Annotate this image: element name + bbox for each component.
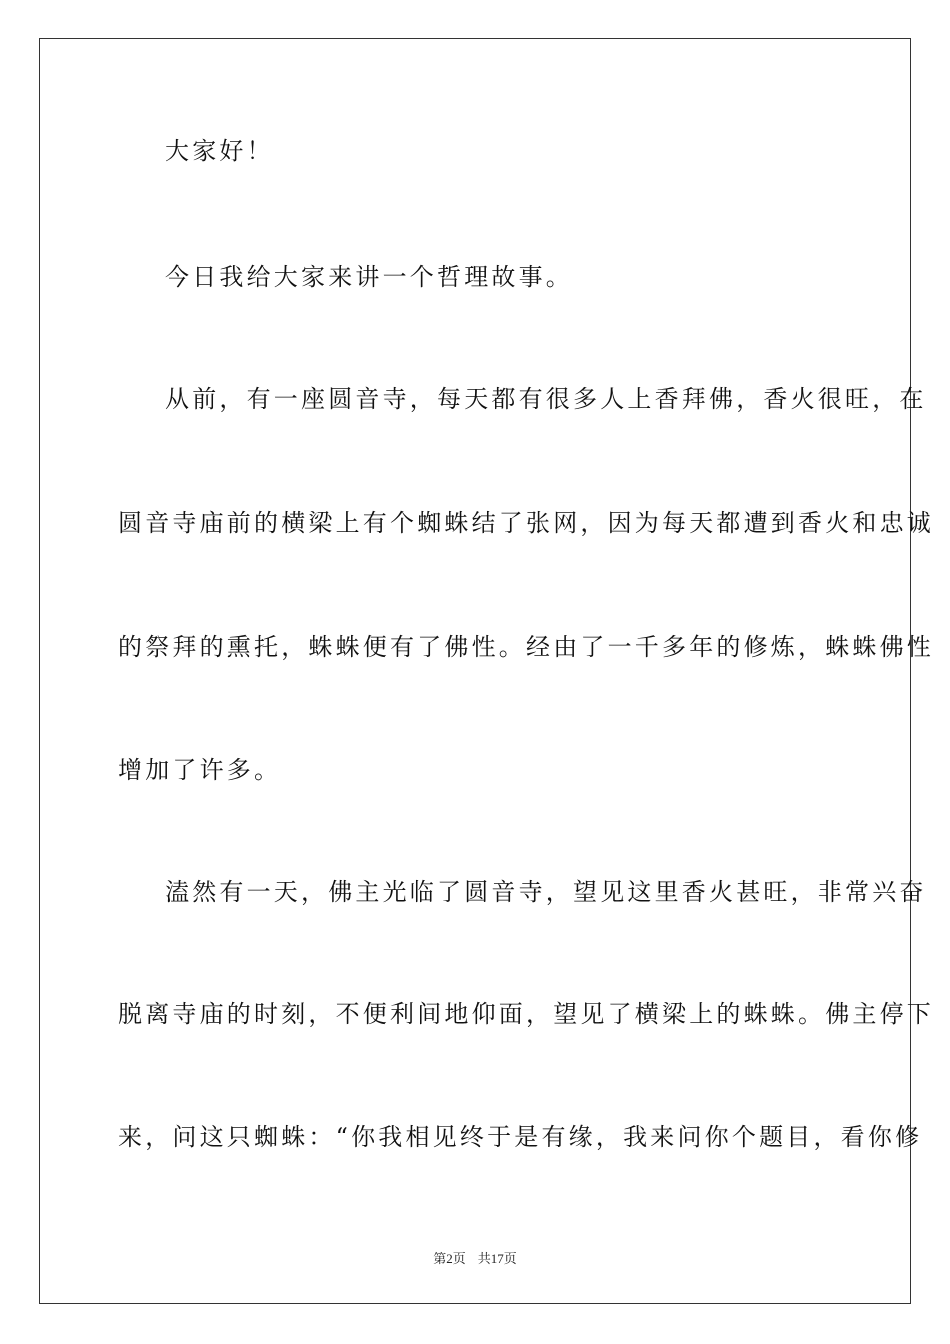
text-line: 今日我给大家来讲一个哲理故事。 bbox=[165, 263, 573, 291]
text-line: 的祭拜的熏托，蛛蛛便有了佛性。经由了一千多年的修炼，蛛蛛佛性 bbox=[118, 633, 934, 661]
text-line: 圆音寺庙前的横梁上有个蜘蛛结了张网，因为每天都遭到香火和忠诚 bbox=[118, 509, 934, 537]
page-border bbox=[39, 38, 934, 1304]
page-total: 共17页 bbox=[477, 1251, 517, 1266]
text-line: 从前，有一座圆音寺，每天都有很多人上香拜佛，香火很旺，在 bbox=[165, 385, 927, 413]
text-line: 大家好！ bbox=[165, 137, 274, 165]
page-footer bbox=[0, 1248, 950, 1267]
text-line: 来，问这只蜘蛛：“你我相见终于是有缘，我来问你个题目，看你修 bbox=[118, 1123, 923, 1151]
text-line: 脱离寺庙的时刻，不便利间地仰面，望见了横梁上的蛛蛛。佛主停下 bbox=[118, 1000, 934, 1028]
text-line: 溘然有一天，佛主光临了圆音寺，望见这里香火甚旺，非常兴奋 bbox=[165, 878, 927, 906]
page-number: 第2页 bbox=[433, 1251, 466, 1266]
text-line: 增加了许多。 bbox=[118, 756, 282, 784]
